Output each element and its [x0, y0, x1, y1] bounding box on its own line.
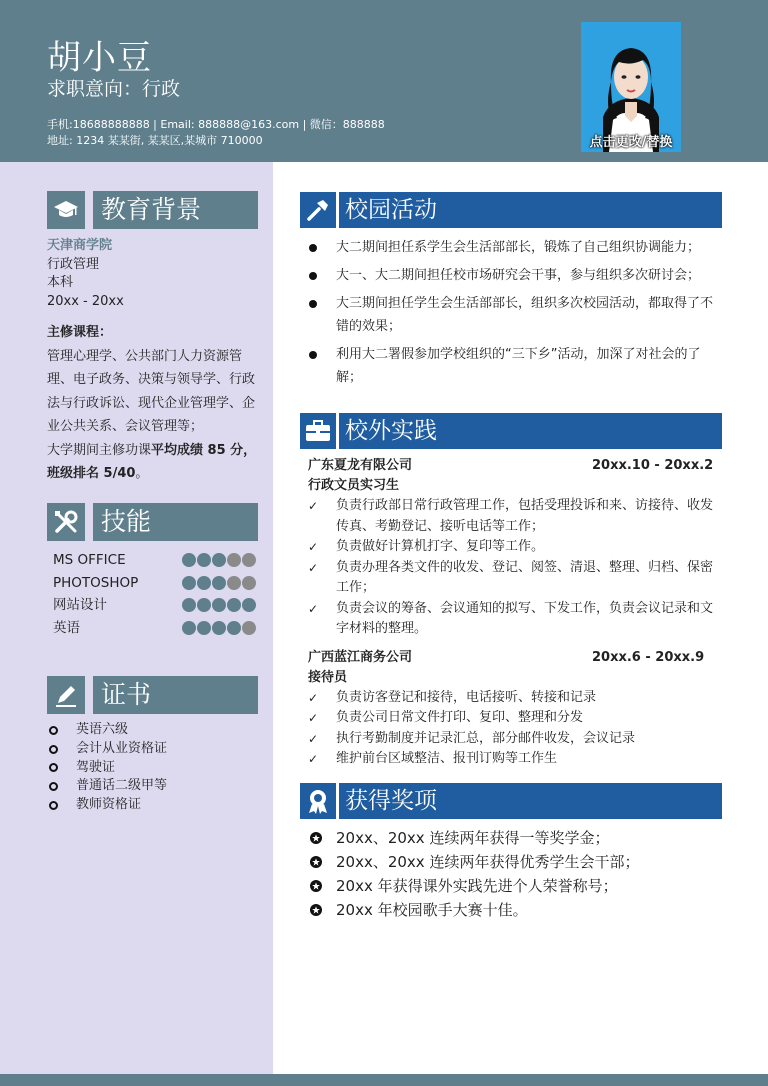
- practice-heading: [300, 413, 722, 449]
- certificate-item: 驾驶证: [47, 759, 167, 778]
- skill-dot-filled: [242, 598, 256, 612]
- skill-name: 英语: [53, 619, 80, 636]
- profile-photo[interactable]: [581, 22, 681, 152]
- address-line: 地址: 1234 某某街, 某某区,某城市 710000: [47, 134, 263, 147]
- courses-block: [47, 321, 262, 486]
- skill-dot-filled: [212, 553, 226, 567]
- bullet-icon: [309, 300, 317, 308]
- job-period: 20xx.10 - 20xx.2: [592, 458, 714, 473]
- briefcase-icon: [300, 413, 336, 449]
- award-item: 20xx 年校园歌手大赛十佳。: [310, 898, 720, 922]
- skill-level: [182, 598, 256, 612]
- skill-dot-empty: [242, 576, 256, 590]
- awards-title: 获得奖项: [339, 783, 722, 819]
- skill-dot-empty: [227, 553, 241, 567]
- candidate-name: 胡小豆: [47, 38, 152, 78]
- courses-label: 主修课程：: [47, 325, 113, 340]
- skill-dot-filled: [227, 598, 241, 612]
- skills-heading: [47, 503, 258, 541]
- job-role: 接待员: [308, 669, 348, 685]
- job-header: [308, 648, 718, 668]
- tools-icon: [47, 503, 85, 541]
- check-icon: ✓: [308, 690, 319, 705]
- skill-name: 网站设计: [53, 597, 107, 613]
- contact-line: 手机:18688888888 | Email: 888888@163.com | 微信：888888: [47, 118, 385, 131]
- check-icon: ✓: [308, 499, 319, 513]
- awards-heading: [300, 783, 722, 819]
- skills-list: [53, 549, 258, 639]
- star-bullet-icon: [310, 880, 322, 892]
- skill-dot-filled: [212, 576, 226, 590]
- practice-title: 校外实践: [339, 413, 722, 449]
- duty-item: ✓ 负责公司日常文件打印、复印、整理和分发: [308, 708, 718, 729]
- award-item: 20xx 年获得课外实践先进个人荣誉称号；: [310, 874, 720, 898]
- company-name: 广西蓝江商务公司: [308, 649, 413, 665]
- bullet-icon: [309, 244, 317, 252]
- ring-bullet-icon: [49, 745, 58, 754]
- skill-dot-empty: [242, 621, 256, 635]
- skill-dot-filled: [197, 553, 211, 567]
- skill-level: [182, 621, 256, 635]
- skill-level: [182, 553, 256, 567]
- duty-item: ✓ 负责访客登记和接待，电话接听、转接和记录: [308, 688, 718, 709]
- skill-dot-filled: [182, 621, 196, 635]
- campus-item: 大三期间担任学生会生活部部长，组织多次校园活动，都取得了不错的效果；: [308, 292, 718, 338]
- header: [0, 0, 768, 162]
- campus-list: [308, 236, 718, 394]
- check-icon: ✓: [308, 601, 319, 616]
- skill-level: [182, 576, 256, 590]
- skill-dot-filled: [227, 621, 241, 635]
- skill-row: [53, 617, 258, 640]
- campus-title: 校园活动: [339, 192, 722, 228]
- skill-dot-filled: [212, 598, 226, 612]
- awards-list: [310, 826, 720, 922]
- degree: 本科: [47, 275, 74, 290]
- award-ribbon-icon: [300, 783, 336, 819]
- award-item: 20xx、20xx 连续两年获得优秀学生会干部；: [310, 850, 720, 874]
- certificate-item: 英语六级: [47, 721, 167, 740]
- check-icon: ✓: [308, 752, 319, 766]
- certificate-item: 教师资格证: [47, 796, 167, 815]
- study-period: 20xx - 20xx: [47, 293, 124, 309]
- footer-bar: [0, 1074, 768, 1086]
- graduation-cap-icon: [47, 191, 85, 229]
- check-icon: ✓: [308, 540, 319, 554]
- campus-heading: [300, 192, 722, 228]
- hammer-icon: [300, 192, 336, 228]
- skill-dot-filled: [212, 621, 226, 635]
- company-name: 广东夏龙有限公司: [308, 458, 413, 473]
- contact-info: [47, 117, 385, 149]
- ring-bullet-icon: [49, 782, 58, 791]
- skill-dot-filled: [182, 598, 196, 612]
- job-target: 求职意向：行政: [47, 78, 181, 100]
- certificates-heading: [47, 676, 258, 714]
- certificate-item: 普通话二级甲等: [47, 777, 167, 796]
- duty-item: ✓ 负责做好计算机打字、复印等工作。: [308, 537, 718, 558]
- duty-item: ✓ 维护前台区域整洁、报刊订购等工作生: [308, 749, 718, 770]
- skill-dot-filled: [197, 598, 211, 612]
- certificates-list: [47, 721, 167, 815]
- education-details: [47, 237, 262, 311]
- education-title: 教育背景: [93, 191, 258, 229]
- ring-bullet-icon: [49, 763, 58, 772]
- job-header: [308, 456, 718, 476]
- skill-name: MS OFFICE: [53, 552, 126, 568]
- job-role: 行政文员实习生: [308, 478, 400, 493]
- skill-dot-filled: [182, 576, 196, 590]
- star-bullet-icon: [310, 856, 322, 868]
- star-bullet-icon: [310, 832, 322, 844]
- courses-text: 管理心理学、公共部门人力资源管理、电子政务、决策与领导学、行政法与行政诉讼、现代企业管理学、企业公共关系、会议管理等；: [47, 348, 256, 434]
- pen-icon: [47, 676, 85, 714]
- skill-row: [53, 572, 258, 595]
- skill-dot-empty: [227, 576, 241, 590]
- award-item: 20xx、20xx 连续两年获得一等奖学金；: [310, 826, 720, 850]
- skill-dot-empty: [242, 553, 256, 567]
- skill-name: PHOTOSHOP: [53, 574, 139, 591]
- skill-dot-filled: [197, 621, 211, 635]
- education-heading: [47, 191, 258, 229]
- campus-item: 利用大二署假参加学校组织的“三下乡”活动，加深了对社会的了解；: [308, 343, 718, 389]
- skill-dot-filled: [182, 553, 196, 567]
- ring-bullet-icon: [49, 801, 58, 810]
- ring-bullet-icon: [49, 726, 58, 735]
- check-icon: ✓: [308, 731, 319, 746]
- duty-item: ✓ 负责行政部日常行政管理工作，包括受理投诉和来、访接待、收发传真、考勤登记、接听电话等工作；: [308, 498, 714, 534]
- school-name: 天津商学院: [47, 238, 113, 253]
- major: 行政管理: [47, 256, 100, 272]
- skills-title: 技能: [93, 503, 258, 541]
- gpa-text: 大学期间主修功课平均成绩 85 分，班级排名 5/40。: [47, 442, 257, 481]
- bullet-icon: [309, 351, 317, 359]
- campus-item: 大一、大二期间担任校市场研究会干事，参与组织多次研讨会；: [308, 264, 718, 287]
- star-bullet-icon: [310, 904, 322, 916]
- skill-row: [53, 594, 258, 617]
- duty-item: ✓ 负责会议的筹备、会议通知的拟写、下发工作，负责会议记录和文字材料的整理。: [308, 600, 714, 636]
- certificates-title: 证书: [93, 676, 258, 714]
- campus-item: 大二期间担任系学生会生活部部长，锻炼了自己组织协调能力；: [308, 236, 718, 259]
- check-icon: ✓: [308, 560, 319, 575]
- job-period: 20xx.6 - 20xx.9: [592, 649, 705, 665]
- check-icon: ✓: [308, 711, 319, 725]
- skill-row: [53, 549, 258, 572]
- duty-item: ✓ 负责办理各类文件的收发、登记、阅签、清退、整理、归档、保密工作；: [308, 559, 714, 595]
- bullet-icon: [309, 272, 317, 280]
- certificate-item: 会计从业资格证: [47, 740, 167, 759]
- duty-item: ✓ 执行考勤制度并记录汇总，部分邮件收发，会议记录: [308, 729, 718, 750]
- change-photo-label[interactable]: 点击更改/替换: [589, 135, 673, 150]
- practice-list: [308, 456, 718, 770]
- skill-dot-filled: [197, 576, 211, 590]
